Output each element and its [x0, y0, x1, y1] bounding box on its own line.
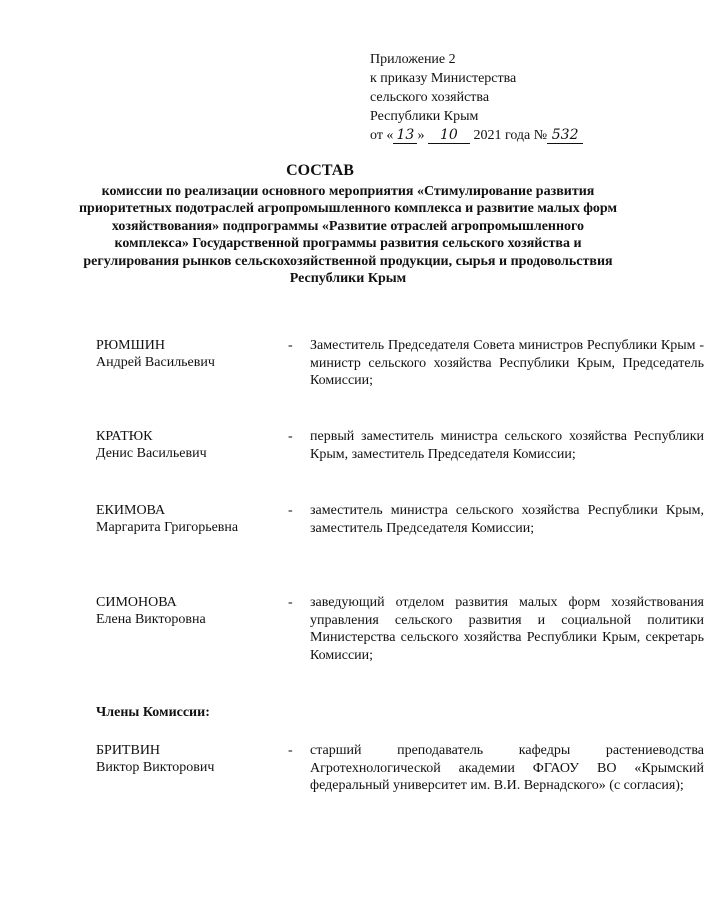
- person-given-names: Маргарита Григорьевна: [96, 520, 239, 535]
- person-role: Заместитель Председателя Совета министров Республики Крым - министр сельского хозяйства Республики Крым, Председатель Комиссии;: [310, 338, 704, 388]
- person-surname: РЮМШИН: [96, 338, 165, 353]
- person-given-names: Андрей Васильевич: [96, 355, 215, 370]
- person-role: первый заместитель министра сельского хозяйства Республики Крым, заместитель Председателя Комиссии;: [310, 429, 704, 462]
- person-name: [96, 502, 286, 536]
- annex-line-1: Приложение 2: [370, 52, 456, 67]
- handwritten-month: 10: [428, 128, 470, 144]
- person-name: [96, 742, 286, 776]
- annex-block: [370, 50, 620, 145]
- person-given-names: Денис Васильевич: [96, 446, 207, 461]
- person-name: [96, 594, 286, 628]
- person-surname: ЕКИМОВА: [96, 503, 166, 518]
- person-given-names: Елена Викторовна: [96, 612, 206, 627]
- person-surname: СИМОНОВА: [96, 595, 177, 610]
- annex-line-4: Республики Крым: [370, 109, 479, 124]
- person-surname: БРИТВИН: [96, 743, 161, 758]
- dash-separator: -: [288, 338, 293, 353]
- annex-line-2: к приказу Министерства: [370, 71, 517, 86]
- handwritten-order-number: 532: [547, 128, 583, 144]
- person-name: [96, 428, 286, 462]
- person-role: старший преподаватель кафедры растениеводства Агротехнологической академии ФГАОУ ВО «Крымский федеральный университет им. В.И. Вернадского» (с согласия);: [310, 743, 704, 793]
- person-role: заведующий отделом развития малых форм хозяйствования управления сельского развития и социальной политики Министерства сельского хозяйства Республики Крым, секретарь Комиссии;: [310, 595, 704, 663]
- date-close-quote: »: [417, 128, 425, 143]
- dash-separator: -: [288, 503, 293, 518]
- person-name: [96, 337, 286, 371]
- members-heading: Члены Комиссии:: [96, 705, 210, 720]
- person-given-names: Виктор Викторович: [96, 760, 215, 775]
- annex-line-3: сельского хозяйства: [370, 90, 490, 105]
- date-prefix: от «: [370, 128, 394, 143]
- person-surname: КРАТЮК: [96, 429, 153, 444]
- document-subtitle: комиссии по реализации основного мероприятия «Стимулирование развития приоритетных подотраслей агропромышленного комплекса и развитие малых форм хозяйствования» подпрограммы «Развитие отраслей агропромышленного комплекса» Государственной программы развития сельского хозяйства и регулирования рынков сельскохозяйственной продукции, сырья и продовольствия Республики Крым: [78, 184, 617, 287]
- dash-separator: -: [288, 595, 293, 610]
- order-date-line: [370, 126, 620, 145]
- dash-separator: -: [288, 743, 293, 758]
- dash-separator: -: [288, 429, 293, 444]
- person-role: заместитель министра сельского хозяйства Республики Крым, заместитель Председателя Комиссии;: [310, 503, 704, 536]
- year-text: 2021 года №: [473, 128, 548, 143]
- handwritten-day: 13: [393, 128, 417, 144]
- document-title: СОСТАВ: [286, 162, 354, 179]
